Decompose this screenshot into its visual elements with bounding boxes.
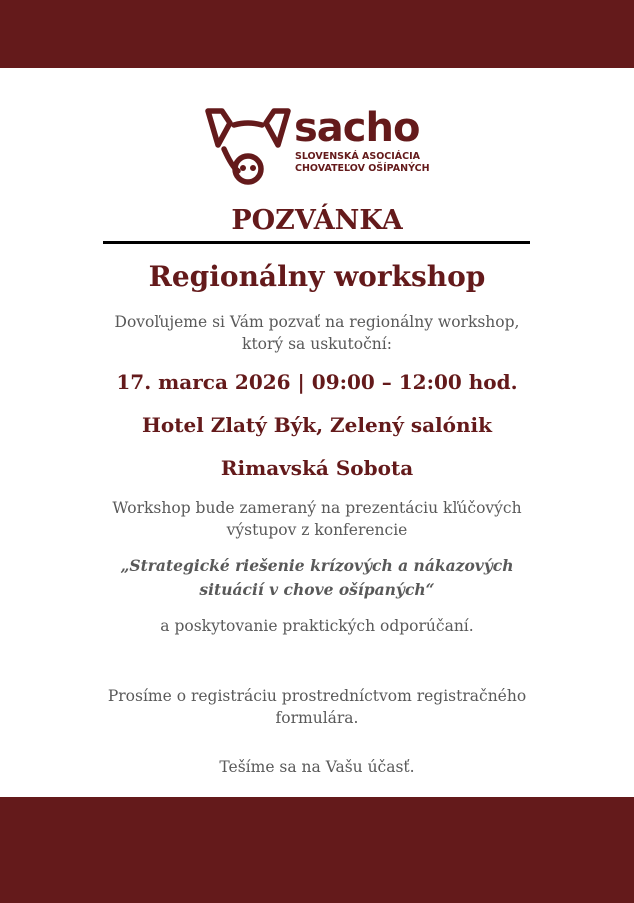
focus-line-2: výstupov z konferencie [226, 521, 408, 539]
workshop-heading: Regionálny workshop [148, 260, 486, 293]
closing-line: Tešíme sa na Vašu účasť. [219, 758, 415, 776]
registration-line-1: Prosíme o registráciu prostredníctvom registračného [107, 687, 527, 705]
conference-title-line-2: situácií v chove ošípaných“ [199, 580, 435, 599]
intro-line-2: ktorý sa uskutoční: [242, 335, 392, 353]
logo-subtitle-line1: SLOVENSKÁ ASOCIÁCIA [295, 151, 421, 162]
logo-subtitle-line2: CHOVATEĽOV OŠÍPANÝCH [295, 163, 430, 174]
logo-wordmark: sacho [294, 105, 420, 151]
event-city: Rimavská Sobota [220, 456, 414, 480]
conference-title-line-1: „Strategické riešenie krízových a nákazových [120, 556, 514, 575]
sacho-logo [202, 103, 434, 189]
registration-line-2: formulára. [275, 709, 359, 727]
intro-line-1: Dovoľujeme si Vám pozvať na regionálny workshop, [114, 313, 520, 331]
focus-line-1: Workshop bude zameraný na prezentáciu kľúčových [112, 499, 522, 517]
invitation-title: POZVÁNKA [231, 205, 403, 236]
top-color-band [0, 0, 634, 68]
title-divider [103, 241, 530, 244]
focus-line-3: a poskytovanie praktických odporúčaní. [160, 617, 474, 635]
bottom-color-band [0, 797, 634, 903]
event-date-time: 17. marca 2026 | 09:00 – 12:00 hod. [116, 370, 518, 394]
pig-head-icon [202, 103, 294, 189]
event-venue: Hotel Zlatý Býk, Zelený salónik [142, 413, 492, 437]
